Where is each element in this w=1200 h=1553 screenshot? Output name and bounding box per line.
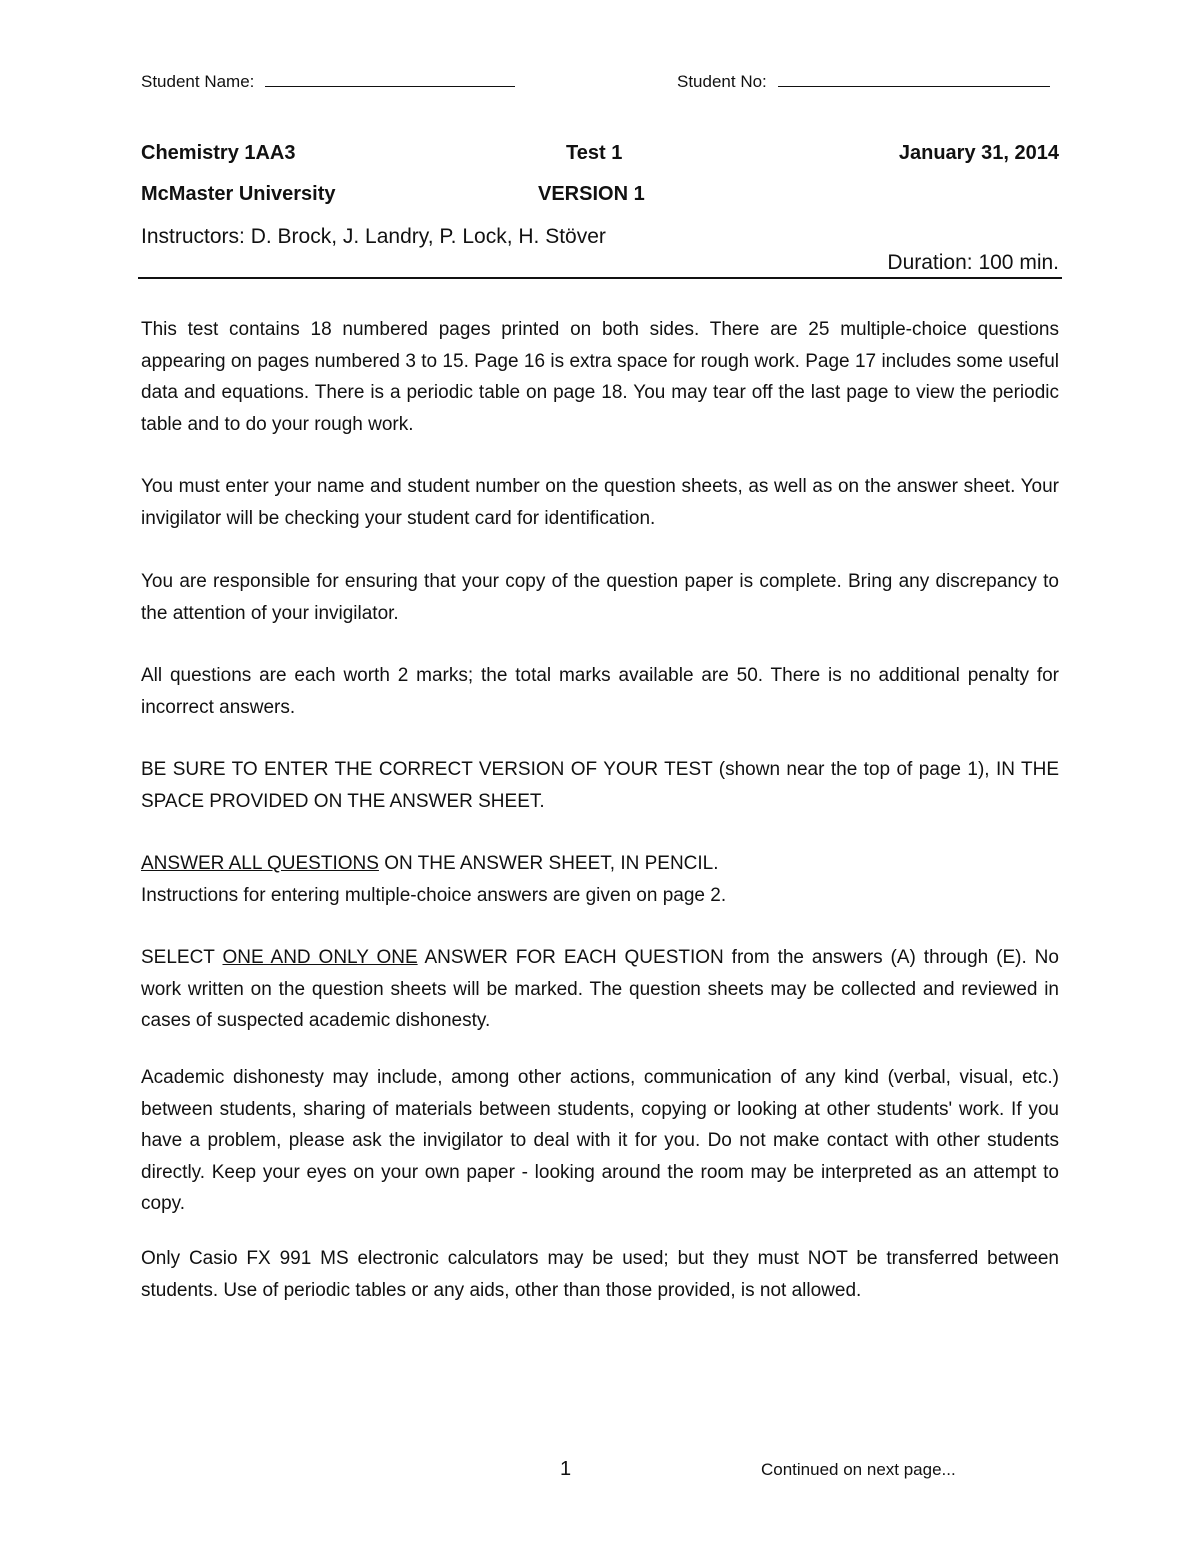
- select-rest: ANSWER FOR EACH QUESTION from the answers (A) through (E). No work written on the question sheets will be marked. The question sheets may be collected and reviewed in cases of suspected academic dishonesty.: [141, 947, 1059, 1031]
- student-name-label: Student Name:: [141, 72, 255, 91]
- answer-all-rest: ON THE ANSWER SHEET, IN PENCIL.: [378, 853, 719, 874]
- paragraph-completeness: You are responsible for ensuring that your copy of the question paper is complete. Bring any discrepancy to the attention of your invigilator.: [141, 571, 1059, 624]
- student-no-label: Student No:: [677, 72, 767, 91]
- paragraph-version-notice: BE SURE TO ENTER THE CORRECT VERSION OF YOUR TEST (shown near the top of page 1), IN THE SPACE PROVIDED ON THE ANSWER SHEET.: [141, 759, 1059, 812]
- page-number: 1: [560, 1458, 572, 1480]
- paragraph-select-one: [141, 942, 1059, 1037]
- student-no-blank: [778, 72, 1050, 87]
- paragraph-pages-info: This test contains 18 numbered pages printed on both sides. There are 25 multiple-choice questions appearing on pages numbered 3 to 15. Page 16 is extra space for rough work. Page 17 includes some useful data and equations. There is a periodic table on page 18. You may tear off the last page to view the periodic table and to do your rough work.: [141, 319, 1059, 435]
- instructors: Instructors: D. Brock, J. Landry, P. Lock, H. Stöver: [141, 225, 606, 248]
- select-start: SELECT: [141, 947, 223, 968]
- continued-note: Continued on next page...: [761, 1460, 956, 1479]
- test-title: Test 1: [566, 142, 623, 164]
- paragraph-marks: All questions are each worth 2 marks; the total marks available are 50. There is no additional penalty for incorrect answers.: [141, 665, 1059, 718]
- paragraph-answer-instructions: [141, 848, 1059, 911]
- paragraph-calculators: Only Casio FX 991 MS electronic calculators may be used; but they must NOT be transferred between students. Use of periodic tables or any aids, other than those provided, is not allowed.: [141, 1248, 1059, 1301]
- paragraph-name-entry: You must enter your name and student number on the question sheets, as well as on the answer sheet. Your invigilator will be checking your student card for identification.: [141, 476, 1059, 529]
- test-version: VERSION 1: [538, 183, 645, 205]
- one-and-only-one-underlined: ONE AND ONLY ONE: [222, 947, 418, 968]
- answer-instructions-line2: Instructions for entering multiple-choice answers are given on page 2.: [141, 884, 727, 906]
- course-title: Chemistry 1AA3: [141, 142, 296, 164]
- student-no-row: [677, 72, 1050, 92]
- university-name: McMaster University: [141, 183, 336, 205]
- student-name-blank: [265, 72, 515, 87]
- test-date: January 31, 2014: [898, 142, 1059, 164]
- student-name-row: [141, 72, 515, 92]
- paragraph-academic-dishonesty: Academic dishonesty may include, among other actions, communication of any kind (verbal, visual, etc.) between students, sharing of materials between students, copying or looking at other students' work. If you have a problem, please ask the invigilator to deal with it for you. Do not make contact with other students directly. Keep your eyes on your own paper - looking around the room may be interpreted as an attempt to copy.: [141, 1067, 1059, 1214]
- header-divider: [138, 277, 1062, 279]
- duration: Duration: 100 min.: [887, 251, 1059, 274]
- answer-all-underlined: ANSWER ALL QUESTIONS: [141, 853, 379, 874]
